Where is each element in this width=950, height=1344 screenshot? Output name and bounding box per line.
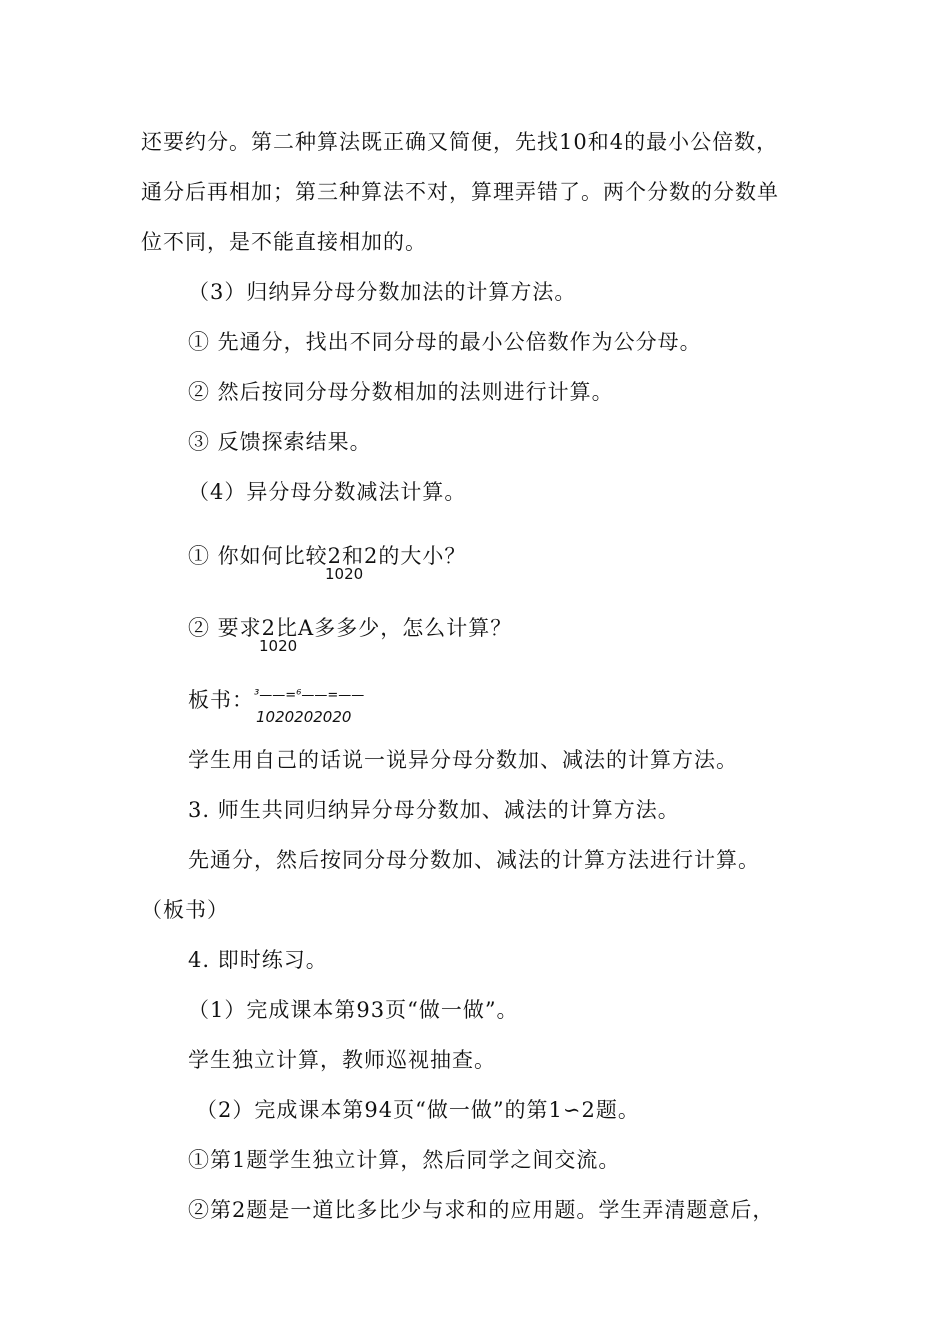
formula-denominators: 1020202020 — [256, 708, 352, 726]
paragraph-line: （板书） — [141, 898, 229, 922]
list-item: ① 你如何比较2和2的大小？ — [188, 544, 467, 568]
paragraph-line: 还要约分。第二种算法既正确又简便，先找10和4的最小公倍数， — [141, 130, 779, 154]
formula-numerators: ³——=⁶——=—— — [254, 688, 365, 703]
fraction-denominators: 1020 — [259, 637, 298, 655]
paragraph-line: （1）完成课本第93页“做一做”。 — [188, 998, 519, 1022]
list-item: ① 先通分，找出不同分母的最小公倍数作为公分母。 — [188, 330, 702, 354]
paragraph-line: 位不同，是不能直接相加的。 — [141, 230, 427, 254]
list-item: ② 然后按同分母分数相加的法则进行计算。 — [188, 380, 614, 404]
paragraph-line: （2）完成课本第94页“做一做”的第1∽2题。 — [196, 1098, 640, 1122]
section-heading-4: （4）异分母分数减法计算。 — [188, 480, 467, 504]
paragraph-line: 通分后再相加；第三种算法不对，算理弄错了。两个分数的分数单 — [141, 180, 779, 204]
fraction-denominators: 1020 — [325, 565, 364, 583]
paragraph-line: 学生独立计算，教师巡视抽查。 — [188, 1048, 496, 1072]
list-item: ③ 反馈探索结果。 — [188, 430, 372, 454]
list-item: ② 要求2比A多多少，怎么计算？ — [188, 616, 513, 640]
paragraph-line: ②第2题是一道比多比少与求和的应用题。学生弄清题意后， — [188, 1198, 775, 1222]
paragraph-line: 4. 即时练习。 — [188, 948, 328, 972]
board-label: 板书： — [188, 688, 254, 712]
section-heading-3: （3）归纳异分母分数加法的计算方法。 — [188, 280, 577, 304]
paragraph-line: ①第1题学生独立计算，然后同学之间交流。 — [188, 1148, 621, 1172]
paragraph-line: 3. 师生共同归纳异分母分数加、减法的计算方法。 — [188, 798, 680, 822]
paragraph-line: 先通分，然后按同分母分数加、减法的计算方法进行计算。 — [188, 848, 760, 872]
paragraph-line: 学生用自己的话说一说异分母分数加、减法的计算方法。 — [188, 748, 738, 772]
